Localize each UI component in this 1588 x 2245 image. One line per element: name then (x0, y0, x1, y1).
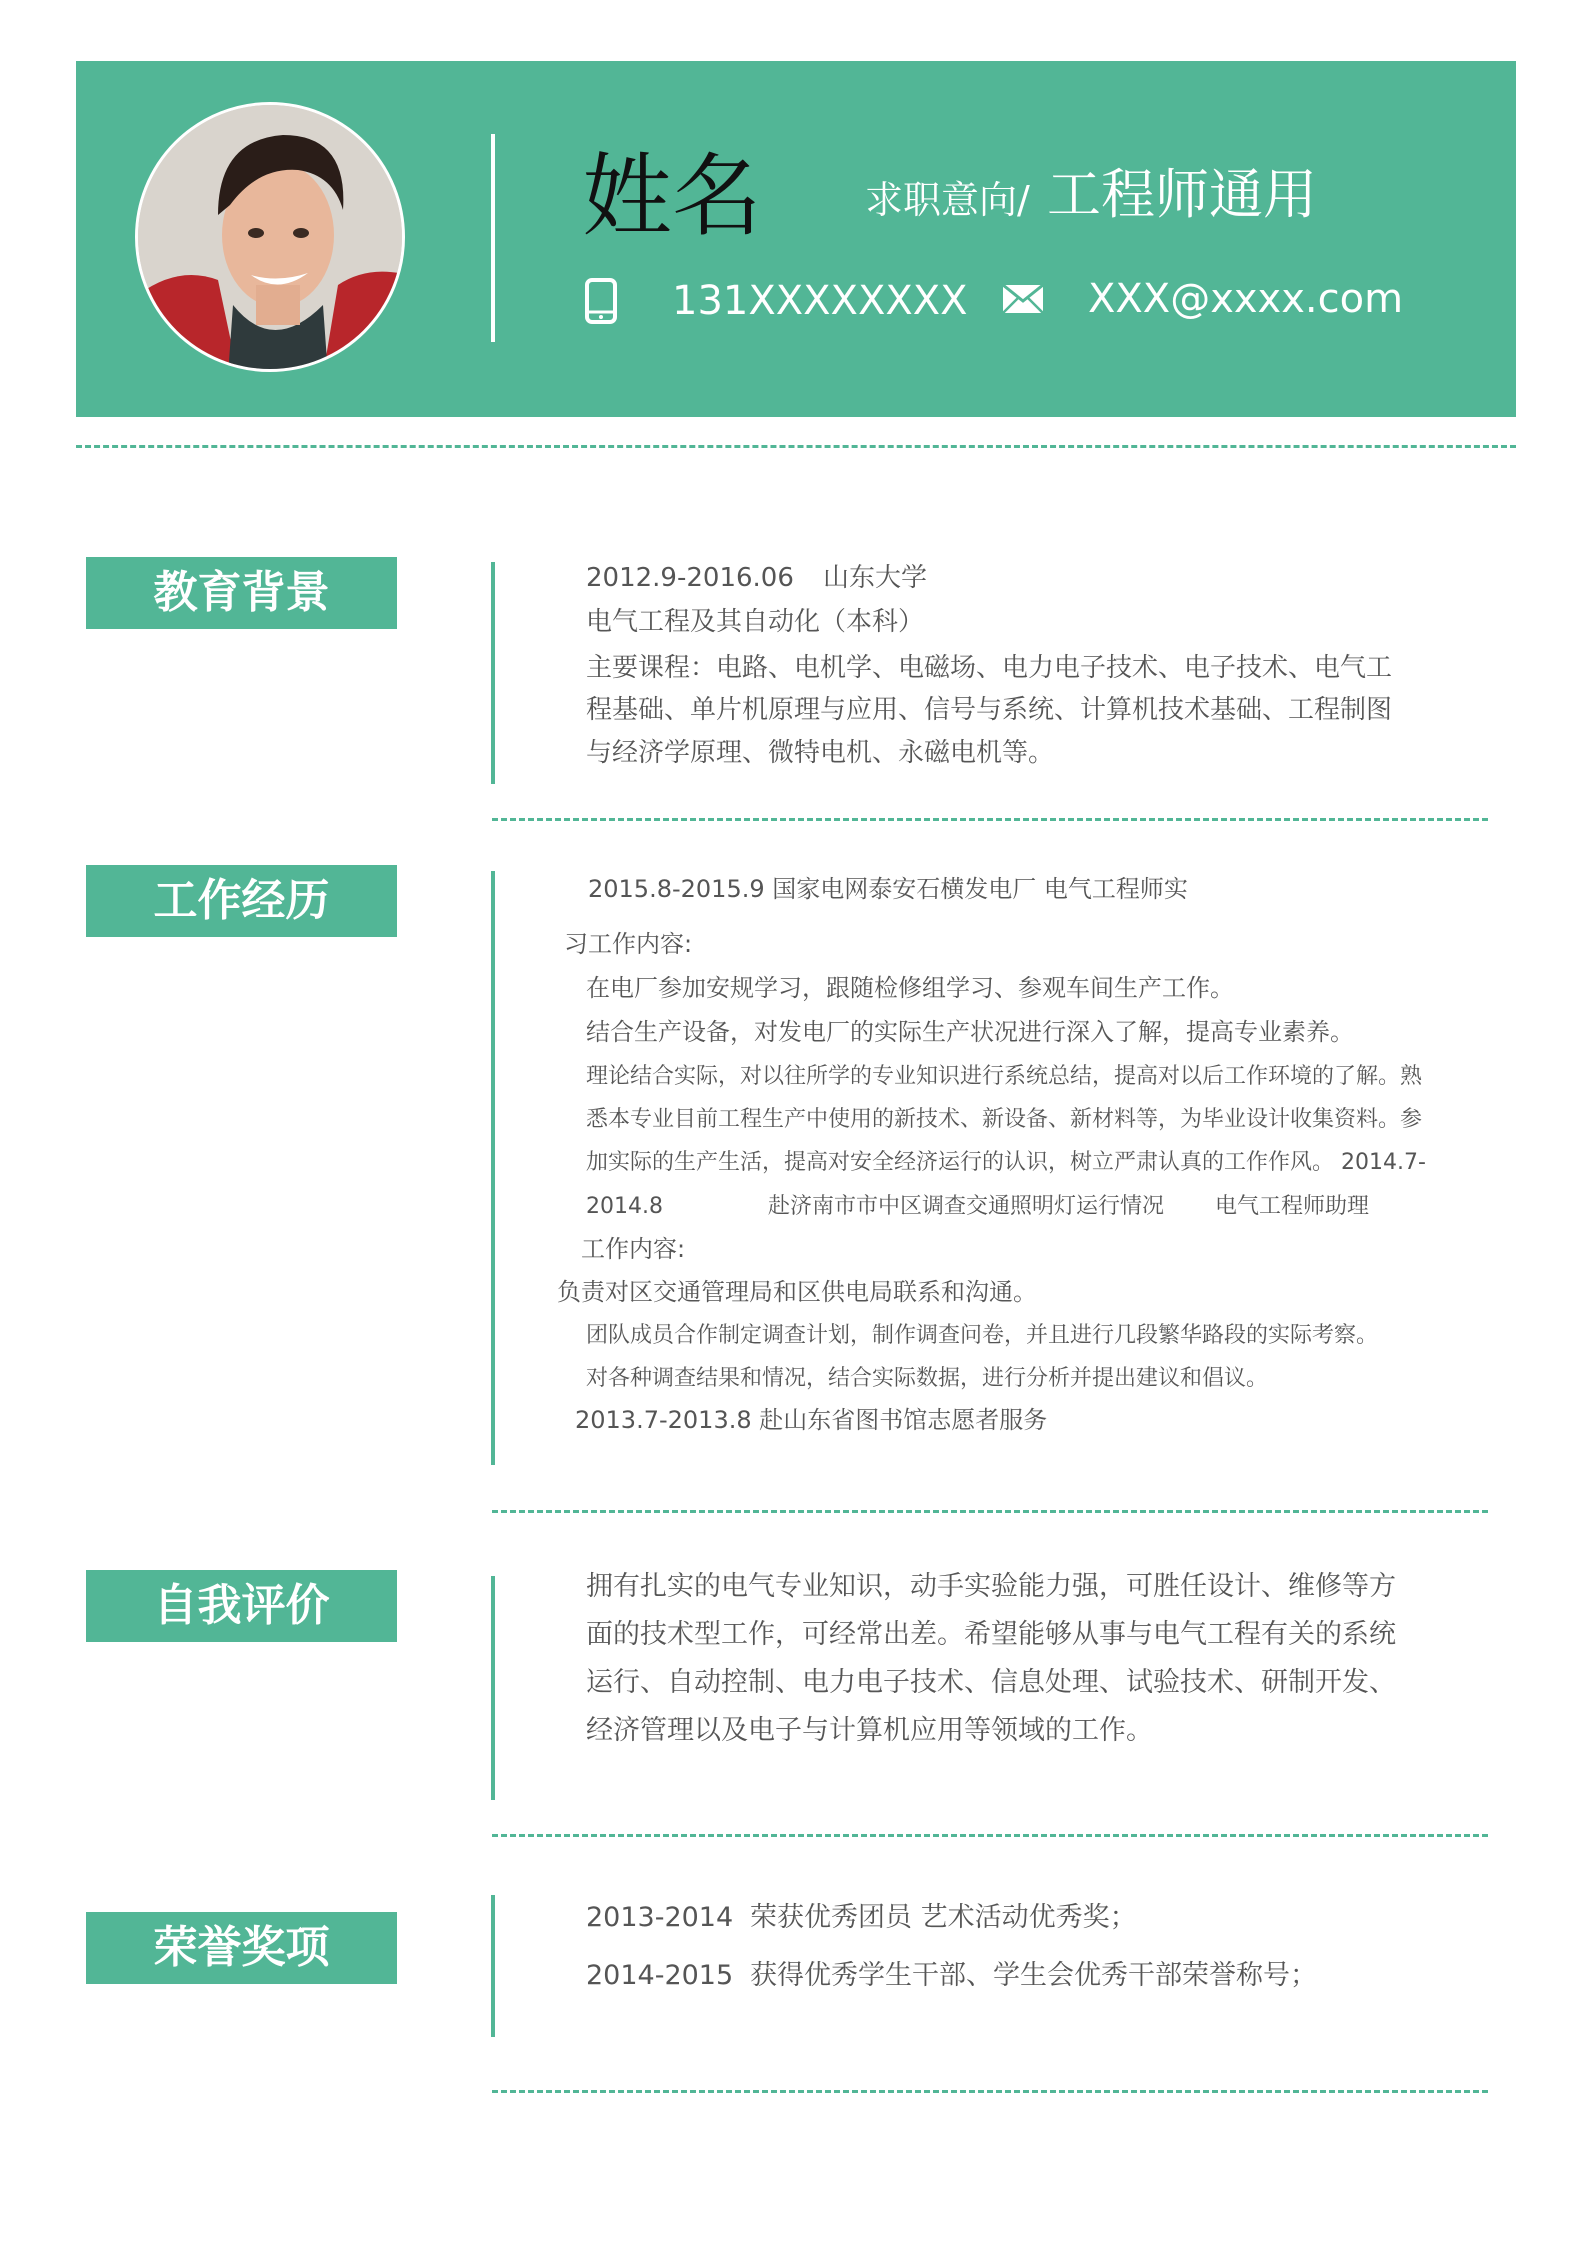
work-line: 团队成员合作制定调查计划，制作调查问卷，并且进行几段繁华路段的实际考察。 (586, 1323, 1379, 1348)
section-separator (492, 2090, 1488, 2093)
education-major: 电气工程及其自动化（本科） (586, 607, 925, 637)
work-line: 悉本专业目前工程生产中使用的新技术、新设备、新材料等，为毕业设计收集资料。参 (586, 1107, 1423, 1132)
work-line: 赴济南市市中区调查交通照明灯运行情况 (768, 1194, 1165, 1219)
self-line: 面的技术型工作，可经常出差。希望能够从事与电气工程有关的系统 (586, 1619, 1396, 1650)
self-line: 运行、自动控制、电力电子技术、信息处理、试验技术、研制开发、 (586, 1667, 1396, 1698)
work-line: 理论结合实际，对以往所学的专业知识进行系统总结，提高对以后工作环境的了解。熟 (586, 1064, 1423, 1089)
email-address[interactable]: XXX@xxxx.com (1088, 276, 1404, 322)
section-line-work (491, 871, 495, 1465)
section-line-education (491, 562, 495, 784)
job-objective (865, 160, 1317, 243)
work-line: 习工作内容: (564, 930, 693, 958)
header-separator (76, 445, 1516, 448)
section-separator (492, 1834, 1488, 1837)
honor-year: 2013-2014 (586, 1902, 734, 1933)
section-line-self (491, 1576, 495, 1800)
phone-icon (585, 278, 617, 324)
section-title-work: 工作经历 (86, 865, 397, 937)
education-courses-line: 主要课程：电路、电机学、电磁场、电力电子技术、电子技术、电气工 (586, 653, 1393, 683)
work-line: 电气工程师助理 (1215, 1194, 1370, 1219)
job-objective-label: 求职意向/ (865, 178, 1030, 222)
honor-text: 获得优秀学生干部、学生会优秀干部荣誉称号； (750, 1960, 1317, 1991)
work-line: 对各种调查结果和情况，结合实际数据，进行分析并提出建议和倡议。 (586, 1366, 1269, 1391)
work-line: 结合生产设备，对发电厂的实际生产状况进行深入了解，提高专业素养。 (586, 1018, 1354, 1046)
section-title-self: 自我评价 (86, 1570, 397, 1642)
work-line: 2014.8 (586, 1194, 663, 1219)
section-separator (492, 818, 1488, 821)
phone-number[interactable]: 131XXXXXXXX (672, 278, 968, 324)
self-line: 经济管理以及电子与计算机应用等领域的工作。 (586, 1715, 1153, 1746)
self-line: 拥有扎实的电气专业知识，动手实验能力强，可胜任设计、维修等方 (586, 1571, 1396, 1602)
work-line: 2015.8-2015.9 国家电网泰安石横发电厂 电气工程师实 (588, 875, 1188, 903)
avatar (135, 102, 405, 372)
job-objective-value: 工程师通用 (1029, 163, 1317, 226)
section-title-education: 教育背景 (86, 557, 397, 629)
education-period: 2012.9-2016.06 (586, 563, 794, 593)
work-line: 负责对区交通管理局和区供电局联系和沟通。 (557, 1278, 1037, 1306)
portrait-illustration (138, 105, 405, 372)
header-divider (491, 134, 495, 342)
honor-year: 2014-2015 (586, 1960, 734, 1991)
work-line: 工作内容: (581, 1235, 686, 1263)
work-line: 加实际的生产生活，提高对安全经济运行的认识，树立严肃认真的工作作风。 2014.7- (586, 1150, 1426, 1175)
candidate-name: 姓名 (582, 144, 762, 249)
mail-icon (1003, 285, 1043, 313)
section-line-honors (491, 1895, 495, 2037)
work-line: 在电厂参加安规学习，跟随检修组学习、参观车间生产工作。 (586, 974, 1234, 1002)
work-line: 2013.7-2013.8 赴山东省图书馆志愿者服务 (575, 1406, 1048, 1434)
education-school: 山东大学 (823, 563, 928, 593)
education-courses-line: 与经济学原理、微特电机、永磁电机等。 (586, 738, 1055, 768)
section-separator (492, 1510, 1488, 1513)
honor-text: 荣获优秀团员 艺术活动优秀奖； (750, 1902, 1137, 1933)
education-courses-line: 程基础、单片机原理与应用、信号与系统、计算机技术基础、工程制图 (586, 695, 1393, 725)
section-title-honors: 荣誉奖项 (86, 1912, 397, 1984)
